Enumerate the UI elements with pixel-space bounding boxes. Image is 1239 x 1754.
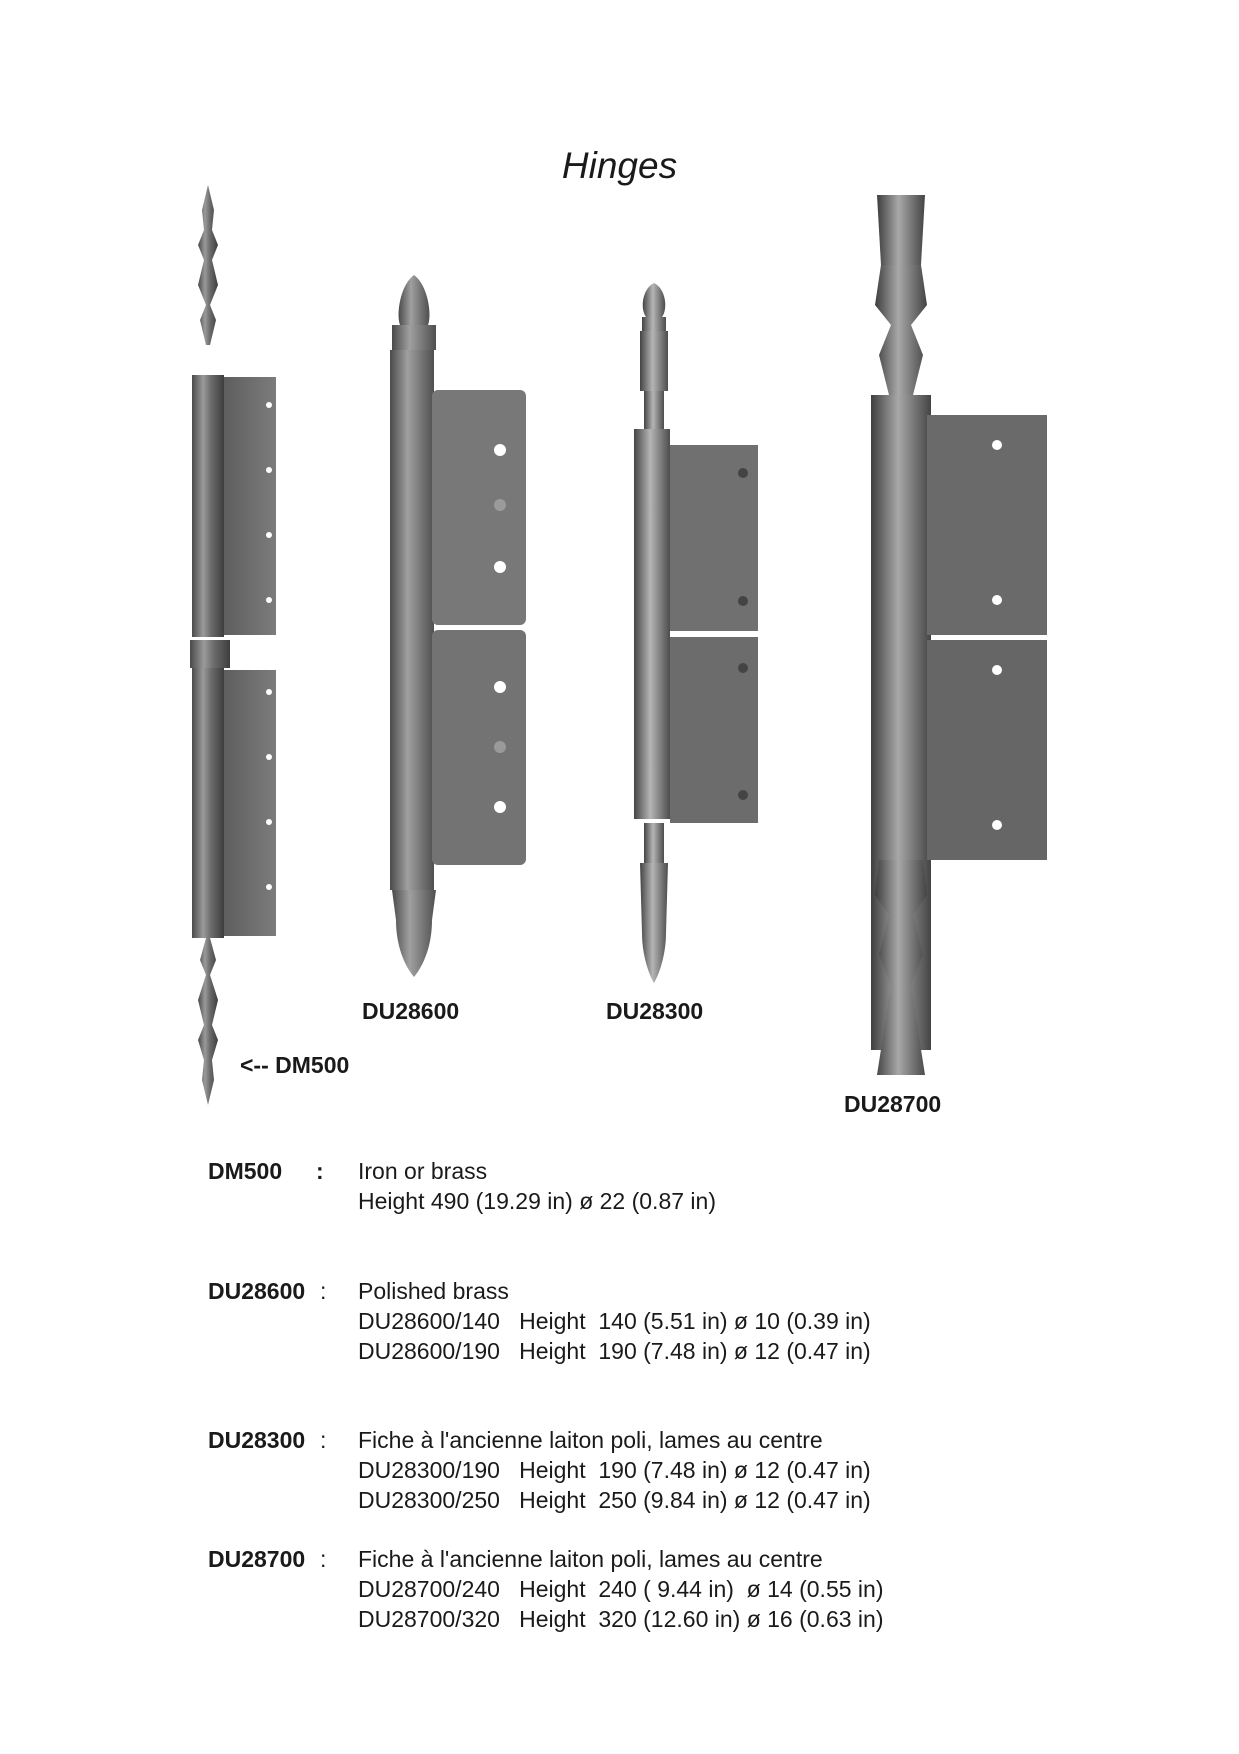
page-title: Hinges [561, 145, 678, 186]
spec-separator: : [320, 1427, 327, 1453]
spec-code: DU28700 [208, 1546, 306, 1572]
du28300-label: DU28300 [606, 998, 704, 1024]
spec-separator: : [320, 1546, 327, 1572]
dm500-hinge-image [190, 185, 300, 1105]
spec-line: Height 490 (19.29 in) ø 22 (0.87 in) [358, 1188, 716, 1214]
spec-line: DU28700/240 Height 240 ( 9.44 in) ø 14 (0.55 in) [358, 1576, 884, 1602]
spec-block-du28700 [208, 1544, 1108, 1634]
spec-code: DU28600 [208, 1278, 306, 1304]
du28700-hinge-image [865, 195, 1065, 1075]
spec-list [208, 1156, 1108, 1634]
du28300-hinge-image [628, 283, 778, 983]
spec-code: DM500 [208, 1158, 283, 1184]
spec-block-dm500 [208, 1156, 1108, 1276]
spec-line: Iron or brass [358, 1158, 488, 1184]
spec-line: DU28600/190 Height 190 (7.48 in) ø 12 (0.47 in) [358, 1338, 871, 1364]
du28700-label: DU28700 [844, 1091, 942, 1117]
spec-line: Fiche à l'ancienne laiton poli, lames au centre [358, 1546, 823, 1572]
spec-line: DU28700/320 Height 320 (12.60 in) ø 16 (0.63 in) [358, 1606, 884, 1632]
spec-line: DU28300/250 Height 250 (9.84 in) ø 12 (0.47 in) [358, 1487, 871, 1513]
spec-code: DU28300 [208, 1427, 306, 1453]
dm500-label: <-- DM500 [240, 1052, 350, 1078]
spec-line: Fiche à l'ancienne laiton poli, lames au centre [358, 1427, 823, 1453]
spec-block-du28600 [208, 1276, 1108, 1425]
spec-separator: : [320, 1278, 327, 1304]
spec-line: DU28600/140 Height 140 (5.51 in) ø 10 (0.39 in) [358, 1308, 871, 1334]
spec-line: Polished brass [358, 1278, 509, 1304]
du28600-label: DU28600 [362, 998, 460, 1024]
spec-line: DU28300/190 Height 190 (7.48 in) ø 12 (0.47 in) [358, 1457, 871, 1483]
du28600-hinge-image [388, 275, 538, 977]
spec-separator: : [316, 1158, 324, 1184]
spec-block-du28300 [208, 1425, 1108, 1544]
